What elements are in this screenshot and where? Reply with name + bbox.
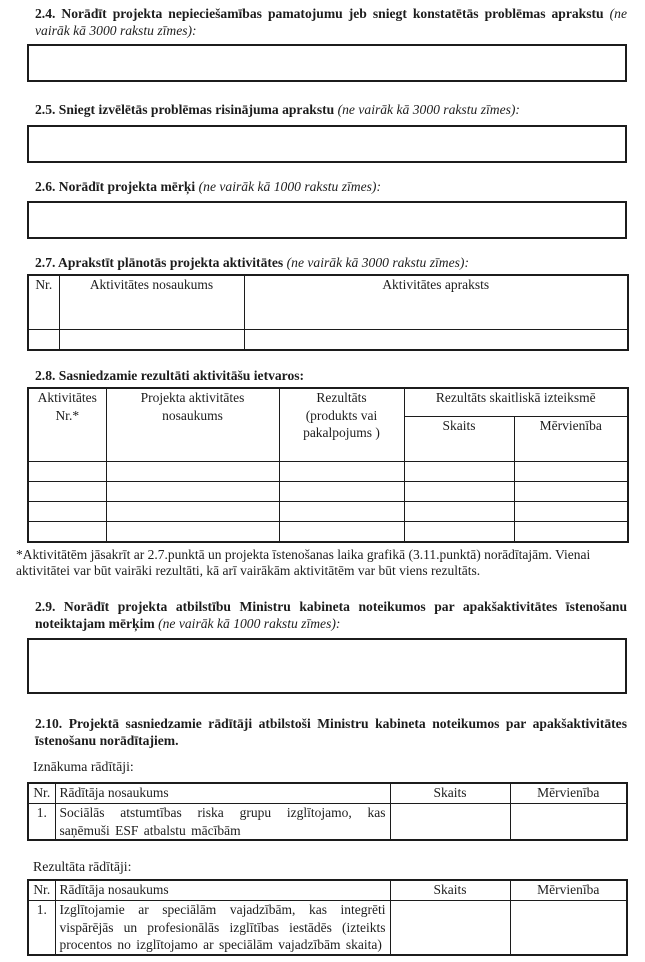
activities-col-description: Aktivitātes apraksts [244, 275, 628, 330]
section-2-6-heading [27, 179, 627, 196]
section-2-4-label: 2.4. Norādīt projekta nepieciešamības pamatojumu jeb sniegt konstatētās problēmas aprakstu [35, 6, 604, 21]
results-footnote: *Aktivitātēm jāsakrīt ar 2.7.punktā un projekta īstenošanas laika grafikā (3.11.punktā) norādītajām. Vienai aktivitātei var būt vairāki rezultāti, kā arī vairākām aktivitātēm var būt viens rezultāts. [16, 547, 591, 578]
output-indicator-count-cell[interactable] [390, 804, 510, 841]
section-2-7-note: (ne vairāk kā 3000 rakstu zīmes): [286, 255, 469, 270]
result-col-name: Rādītāja nosaukums [55, 880, 390, 901]
result-activity-name-cell[interactable] [106, 482, 279, 502]
activities-col-nr: Nr. [28, 275, 59, 330]
result-col-unit: Mērvienība [510, 880, 627, 901]
result-result-cell[interactable] [279, 462, 404, 482]
result-indicator-nr: 1. [28, 901, 55, 955]
results-col-activity-name: Projekta aktivitātes nosaukums [106, 388, 279, 462]
results-col-count: Skaits [404, 417, 514, 462]
section-2-9-label: 2.9. Norādīt projekta atbilstību Ministru kabineta noteikumos par apakšaktivitātes īstenošanu noteiktajam mērķim [35, 599, 627, 631]
output-indicators-label: Iznākuma rādītāji: [33, 759, 134, 774]
section-2-6-note: (ne vairāk kā 1000 rakstu zīmes): [198, 178, 381, 194]
section-2-6-label: 2.6. Norādīt projekta mērķi [35, 178, 196, 194]
output-col-name: Rādītāja nosaukums [55, 783, 390, 804]
result-col-nr: Nr. [28, 880, 55, 901]
output-indicators-table [27, 782, 628, 841]
output-indicator-name: Sociālās atstumtības riska grupu izglītojamo, kas saņēmuši ESF atbalstu mācībām [55, 804, 390, 841]
text-field-2-9[interactable] [27, 638, 627, 694]
text-field-2-6[interactable] [27, 201, 627, 239]
section-2-8-heading [27, 368, 627, 385]
results-header-row-1 [28, 388, 628, 417]
output-col-nr: Nr. [28, 783, 55, 804]
output-indicator-row [28, 804, 627, 841]
section-2-7-heading [27, 255, 627, 272]
result-unit-cell[interactable] [514, 482, 628, 502]
result-count-cell[interactable] [404, 462, 514, 482]
result-count-cell[interactable] [404, 522, 514, 543]
output-indicator-unit-cell[interactable] [510, 804, 627, 841]
results-table [27, 387, 629, 543]
activities-col-name: Aktivitātes nosaukums [59, 275, 244, 330]
result-activity-nr-cell[interactable] [28, 502, 106, 522]
output-col-count: Skaits [390, 783, 510, 804]
result-indicators-table [27, 879, 628, 956]
result-activity-nr-cell[interactable] [28, 522, 106, 543]
section-2-5-heading [27, 102, 627, 119]
result-activity-name-cell[interactable] [106, 502, 279, 522]
section-2-5-note: (ne vairāk kā 3000 rakstu zīmes): [337, 102, 520, 117]
result-count-cell[interactable] [404, 482, 514, 502]
section-2-4-heading [27, 6, 627, 39]
section-2-4-note: (ne vairāk kā 3000 rakstu zīmes): [35, 6, 627, 38]
result-col-count: Skaits [390, 880, 510, 901]
output-col-unit: Mērvienība [510, 783, 627, 804]
result-activity-nr-cell[interactable] [28, 462, 106, 482]
output-indicators-header-row [28, 783, 627, 804]
results-col-numeric-group: Rezultāts skaitliskā izteiksmē [404, 388, 628, 417]
result-activity-name-cell[interactable] [106, 522, 279, 543]
activity-nr-cell[interactable] [28, 329, 59, 350]
result-count-cell[interactable] [404, 502, 514, 522]
section-2-5-label: 2.5. Sniegt izvēlētās problēmas risinājuma aprakstu [35, 102, 335, 117]
result-unit-cell[interactable] [514, 462, 628, 482]
result-indicator-row [28, 901, 627, 955]
activity-name-cell[interactable] [59, 329, 244, 350]
result-indicator-unit-cell[interactable] [510, 901, 627, 955]
results-empty-row [28, 482, 628, 502]
results-empty-row [28, 462, 628, 482]
result-result-cell[interactable] [279, 502, 404, 522]
section-2-8-label: 2.8. Sasniedzamie rezultāti aktivitāšu ietvaros: [35, 367, 305, 383]
section-2-9-note: (ne vairāk kā 1000 rakstu zīmes): [158, 615, 341, 631]
result-activity-nr-cell[interactable] [28, 482, 106, 502]
activity-description-cell[interactable] [244, 329, 628, 350]
result-activity-name-cell[interactable] [106, 462, 279, 482]
results-col-activity-nr: Aktivitātes Nr.* [28, 388, 106, 462]
results-empty-row [28, 502, 628, 522]
result-unit-cell[interactable] [514, 522, 628, 543]
section-2-7-label: 2.7. Aprakstīt plānotās projekta aktivitātes [35, 255, 284, 270]
section-2-9-heading [27, 599, 627, 632]
text-field-2-4[interactable] [27, 44, 627, 82]
result-indicator-name: Izglītojamie ar speciālām vajadzībām, kas integrēti vispārējās un profesionālās izglītības iestādēs (izteikts procentos no izglītojamo ar speciālām vajadzībām skaita) [55, 901, 390, 955]
section-2-10-label: 2.10. Projektā sasniedzamie rādītāji atbilstoši Ministru kabineta noteikumos par apakšaktivitātes īstenošanu norādītajiem. [35, 716, 627, 748]
result-result-cell[interactable] [279, 522, 404, 543]
section-2-10-heading [27, 716, 627, 749]
result-indicator-count-cell[interactable] [390, 901, 510, 955]
activities-table [27, 274, 629, 351]
text-field-2-5[interactable] [27, 125, 627, 163]
activities-header-row [28, 275, 628, 330]
results-col-result: Rezultāts (produkts vai pakalpojums ) [279, 388, 404, 462]
result-indicators-header-row [28, 880, 627, 901]
result-unit-cell[interactable] [514, 502, 628, 522]
activities-empty-row [28, 329, 628, 350]
results-empty-row [28, 522, 628, 543]
result-result-cell[interactable] [279, 482, 404, 502]
results-col-unit: Mērvienība [514, 417, 628, 462]
result-indicators-label: Rezultāta rādītāji: [33, 859, 132, 874]
output-indicator-nr: 1. [28, 804, 55, 841]
